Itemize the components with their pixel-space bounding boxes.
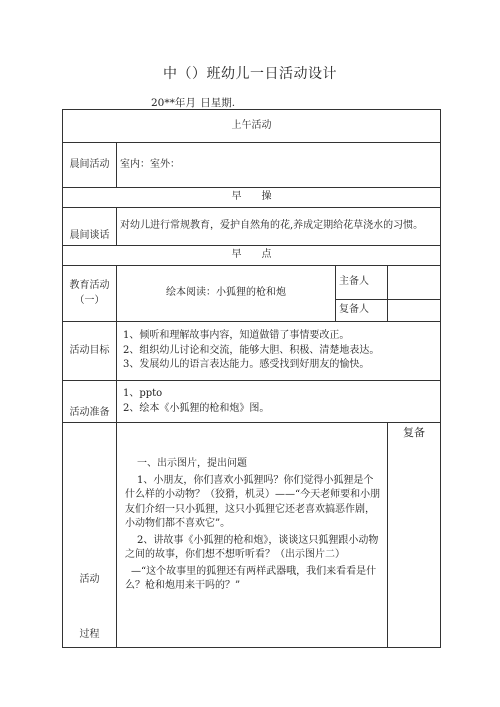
process-step: 一、出示图片，提出问题 — [137, 458, 247, 469]
prep-label: 活动准备 — [63, 381, 117, 423]
goal-item: 1、倾听和理解故事内容，知道做错了事情要改正。 — [123, 330, 350, 342]
row-goals — [63, 322, 441, 381]
row-snack — [63, 246, 441, 266]
activity-table — [62, 109, 441, 648]
process-label — [63, 423, 117, 648]
date-year-month: 20**年月 — [151, 97, 196, 109]
morning-activities-heading: 上午活动 — [63, 110, 441, 143]
process-step: 2、讲故事《小狐狸的枪和炮》，谈谈这只狐狸跟小动物之间的故事，你们想不想听听看？（出示图片二） — [125, 534, 379, 560]
goal-item: 2、组织幼儿讨论和交流，能够大胆、积极、清楚地表达。 — [123, 344, 380, 356]
talk-text: 对幼儿进行常规教育，爱护自然角的花,养成定期给花草浇水的习惯。 — [117, 208, 441, 246]
row-edu-a — [63, 266, 441, 300]
prep-item: 1、ppto — [123, 388, 163, 399]
row-prep — [63, 381, 441, 423]
row-morning-header — [63, 110, 441, 143]
process-step: —“这个故事里的狐狸还有两样武器哦，我们来看看是什么？枪和炮用来干吗的？” — [125, 565, 377, 591]
prep-item: 2、绘本《小狐狸的枪和炮》图。 — [123, 402, 270, 414]
exercise-heading: 早 操 — [63, 188, 441, 208]
process-label-top: 活动 — [79, 574, 100, 585]
goals-cell — [117, 322, 441, 381]
row-process — [63, 423, 441, 648]
morning-time-label: 晨间活动 — [63, 143, 117, 188]
process-label-bottom: 过程 — [79, 628, 100, 640]
goals-label: 活动目标 — [63, 322, 117, 381]
edu-label: 教育活动（一） — [63, 266, 117, 322]
talk-label: 晨间谈话 — [63, 208, 117, 246]
row-morning-time — [63, 143, 441, 188]
reviewer-label: 复备人 — [336, 300, 388, 322]
preparer-label: 主备人 — [336, 266, 388, 300]
review-label: 复备 — [388, 423, 441, 648]
edu-title: 绘本阅读：小狐狸的枪和炮 — [117, 266, 336, 322]
reviewer-value — [388, 300, 441, 322]
goal-item: 3、发展幼儿的语言表达能力。感受找到好朋友的愉快。 — [123, 359, 370, 371]
process-cell — [117, 423, 388, 648]
activity-form — [62, 109, 440, 707]
row-exercise — [63, 188, 441, 208]
prep-cell — [117, 381, 441, 423]
row-talk — [63, 208, 441, 246]
process-step: 1、小朋友，你们喜欢小狐狸吗？你们觉得小狐狸是个什么样的小动物？（狡猾，机灵）——“今天老师要和小朋友们介绍一只小狐狸，这只小狐狸它还老喜欢搞恶作剧，小动物们都不喜欢它”。 — [125, 474, 381, 529]
preparer-value — [388, 266, 441, 300]
date-day-week: 日星期. — [200, 97, 236, 109]
page-title: 中（）班幼儿一日活动设计 — [163, 66, 337, 82]
date-line — [151, 95, 236, 110]
snack-heading: 早 点 — [63, 246, 441, 266]
morning-time-value: 室内：室外： — [117, 143, 441, 188]
